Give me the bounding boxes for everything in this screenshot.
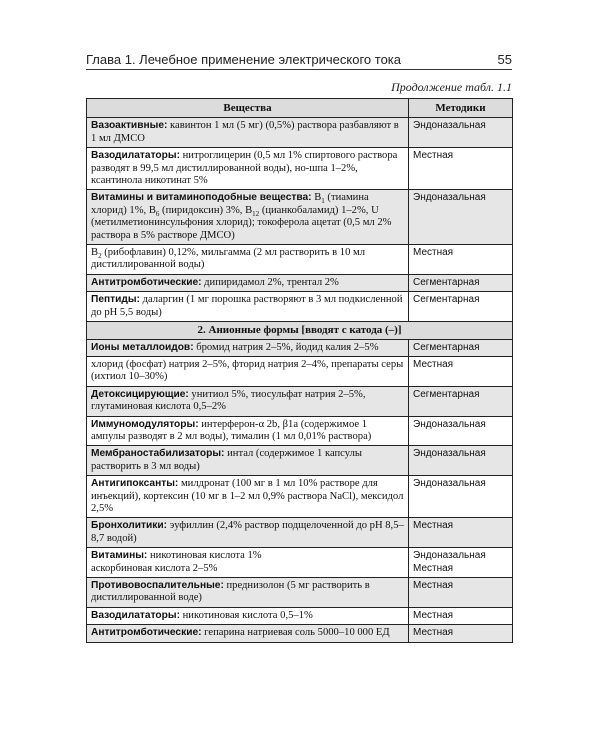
substance-cell bbox=[87, 476, 409, 518]
table-row bbox=[87, 607, 513, 624]
substance-text-line2: аскорбиновая кислота 2–5% bbox=[91, 562, 218, 574]
substance-text: никотиновая кислота 1% bbox=[147, 550, 262, 562]
substance-cell bbox=[87, 386, 409, 416]
substance-group: Антитромботические: bbox=[91, 276, 202, 288]
substance-text: даларгин (1 мг порошка растворяют в 3 мл подкисленной до pH 5,5 воды) bbox=[91, 294, 403, 318]
method-text: Сегментарная bbox=[413, 294, 480, 306]
substance-cell bbox=[87, 548, 409, 578]
method-cell bbox=[409, 356, 513, 386]
substance-group: Пептиды: bbox=[91, 294, 140, 306]
col-header-method: Методики bbox=[409, 99, 513, 118]
substance-text: $B_1$ (тиамина хлорид) 1%, $B_6$ (пиридоксин) 3%, $B_{12}$ (цианкобаламид) 1–2%, U (метилметионинсульфония хлорид); токоферола ацетат (0,5 мл 2% раствора в 5% растворе ДМСО) bbox=[91, 192, 392, 241]
substance-cell bbox=[87, 446, 409, 476]
method-text: Местная bbox=[413, 247, 454, 259]
method-text: Сегментарная bbox=[413, 341, 480, 353]
method-cell bbox=[409, 476, 513, 518]
method-text: Местная bbox=[413, 358, 454, 370]
substance-cell bbox=[87, 274, 409, 291]
substance-group: Бронхолитики: bbox=[91, 520, 168, 532]
method-text: Местная bbox=[413, 580, 454, 591]
method-text: Эндоназальная bbox=[413, 550, 486, 562]
method-cell bbox=[409, 148, 513, 190]
substance-text: хлорид (фосфат) натрия 2–5%, фторид натрия 2–4%, препараты серы (ихтиол 10–30%) bbox=[91, 358, 404, 383]
substance-text: никотиновая кислота 0,5–1% bbox=[179, 609, 313, 621]
method-text: Эндоназальная bbox=[413, 478, 486, 490]
section-row bbox=[87, 322, 513, 339]
substance-group: Иммуномодуляторы: bbox=[91, 418, 199, 430]
method-cell bbox=[409, 339, 513, 356]
substance-group: Антигипоксанты: bbox=[91, 478, 179, 490]
running-head bbox=[86, 52, 512, 67]
method-text: Местная bbox=[413, 520, 454, 532]
method-cell bbox=[409, 548, 513, 578]
header-rule bbox=[86, 69, 512, 70]
method-text: Местная bbox=[413, 150, 454, 162]
method-text-line2: Местная bbox=[413, 562, 454, 574]
substance-group: Антитромботические: bbox=[91, 627, 202, 639]
method-cell bbox=[409, 518, 513, 548]
method-cell bbox=[409, 190, 513, 245]
substance-group: Детоксицирующие: bbox=[91, 388, 189, 400]
table-row bbox=[87, 386, 513, 416]
method-cell bbox=[409, 245, 513, 275]
method-cell bbox=[409, 625, 513, 642]
method-cell bbox=[409, 118, 513, 148]
method-text: Сегментарная bbox=[413, 276, 480, 288]
substance-text: унитиол 5%, тиосульфат натрия 2–5%, глутаминовая кислота 0,5–2% bbox=[91, 388, 366, 413]
chapter-title: Глава 1. Лечебное применение электрического тока bbox=[86, 52, 402, 67]
method-text: Эндоназальная bbox=[413, 120, 486, 132]
table-row bbox=[87, 625, 513, 642]
table-row bbox=[87, 148, 513, 190]
substance-text: $B_2$ (рибофлавин) 0,12%, мильгамма (2 мл растворить в 10 мл дистиллированной воды) bbox=[91, 247, 366, 271]
page-number: 55 bbox=[497, 52, 512, 67]
substance-text: бромид натрия 2–5%, йодид калия 2–5% bbox=[193, 341, 379, 353]
substances-table bbox=[86, 98, 513, 643]
substance-cell bbox=[87, 190, 409, 245]
substance-text: дипиридамол 2%, трентал 2% bbox=[201, 276, 339, 288]
substance-cell bbox=[87, 518, 409, 548]
substance-group: Витамины и витаминоподобные вещества: bbox=[91, 192, 312, 204]
substance-group: Мембраностабилизаторы: bbox=[91, 448, 225, 460]
substance-cell bbox=[87, 625, 409, 642]
table-row bbox=[87, 292, 513, 322]
method-text: Эндоназальная bbox=[413, 418, 486, 430]
substance-cell bbox=[87, 578, 409, 608]
method-text: Сегментарная bbox=[413, 388, 480, 400]
substance-cell bbox=[87, 148, 409, 190]
method-text: Местная bbox=[413, 609, 454, 621]
substance-group: Вазодилататоры: bbox=[91, 150, 180, 162]
table-row bbox=[87, 190, 513, 245]
table-row bbox=[87, 476, 513, 518]
substance-cell bbox=[87, 118, 409, 148]
substance-text: кавинтон 1 мл (5 мг) (0,5%) раствора разбавляют в 1 мл ДМСО bbox=[91, 120, 399, 144]
method-cell bbox=[409, 578, 513, 608]
substance-cell bbox=[87, 416, 409, 446]
method-text: Эндоназальная bbox=[413, 192, 486, 204]
substance-text: интал (содержимое 1 капсулы растворить в 3 мл воды) bbox=[91, 448, 362, 472]
method-text: Местная bbox=[413, 627, 454, 639]
substance-cell bbox=[87, 292, 409, 322]
substance-cell bbox=[87, 339, 409, 356]
table-row bbox=[87, 274, 513, 291]
substance-group: Вазодилататоры: bbox=[91, 609, 180, 621]
method-cell bbox=[409, 416, 513, 446]
table-body-part1 bbox=[87, 118, 513, 322]
table-row bbox=[87, 578, 513, 608]
table-body-part2 bbox=[87, 339, 513, 642]
method-cell bbox=[409, 446, 513, 476]
table-row bbox=[87, 518, 513, 548]
substance-text: преднизолон (5 мг растворить в дистиллированной воде) bbox=[91, 580, 370, 604]
substance-text: эуфиллин (2,4% раствор подщелоченной до pH 8,5–8,7 водой) bbox=[91, 520, 404, 544]
section-title: 2. Анионные формы [вводят с катода (–)] bbox=[87, 322, 513, 339]
col-header-substance: Вещества bbox=[87, 99, 409, 118]
table-row bbox=[87, 356, 513, 386]
table-row bbox=[87, 416, 513, 446]
substance-cell bbox=[87, 356, 409, 386]
table-row bbox=[87, 339, 513, 356]
method-cell bbox=[409, 607, 513, 624]
table-header-row bbox=[87, 99, 513, 118]
substance-text: милдронат (100 мг в 1 мл 10% растворе для инъекций), кортексин (10 мг в 1–2 мл 0,9% раствора NaCl), мексидол 2,5% bbox=[91, 478, 404, 514]
method-cell bbox=[409, 274, 513, 291]
method-text: Эндоназальная bbox=[413, 448, 486, 460]
method-cell bbox=[409, 292, 513, 322]
substance-cell bbox=[87, 245, 409, 275]
substance-cell bbox=[87, 607, 409, 624]
method-cell bbox=[409, 386, 513, 416]
substance-group: Ионы металлоидов: bbox=[91, 341, 194, 353]
table-row bbox=[87, 446, 513, 476]
substance-group: Витамины: bbox=[91, 550, 148, 562]
table-row bbox=[87, 548, 513, 578]
substance-text: гепарина натриевая соль 5000–10 000 ЕД bbox=[201, 627, 390, 639]
substance-text: нитроглицерин (0,5 мл 1% спиртового раствора разводят в 99,5 мл дистиллированной воды), но-шпа 1–2%, ксантинола никотинат 5% bbox=[91, 150, 398, 187]
substance-group: Противовоспалительные: bbox=[91, 580, 224, 591]
table-row bbox=[87, 118, 513, 148]
table-row bbox=[87, 245, 513, 275]
substance-group: Вазоактивные: bbox=[91, 120, 168, 132]
table-continuation-caption: Продолжение табл. 1.1 bbox=[391, 80, 512, 94]
substance-text: интерферон-α 2b, β1a (содержимое 1 ампулы разводят в 2 мл воды), тималин (1 мл 0,01% раствора) bbox=[91, 418, 372, 442]
